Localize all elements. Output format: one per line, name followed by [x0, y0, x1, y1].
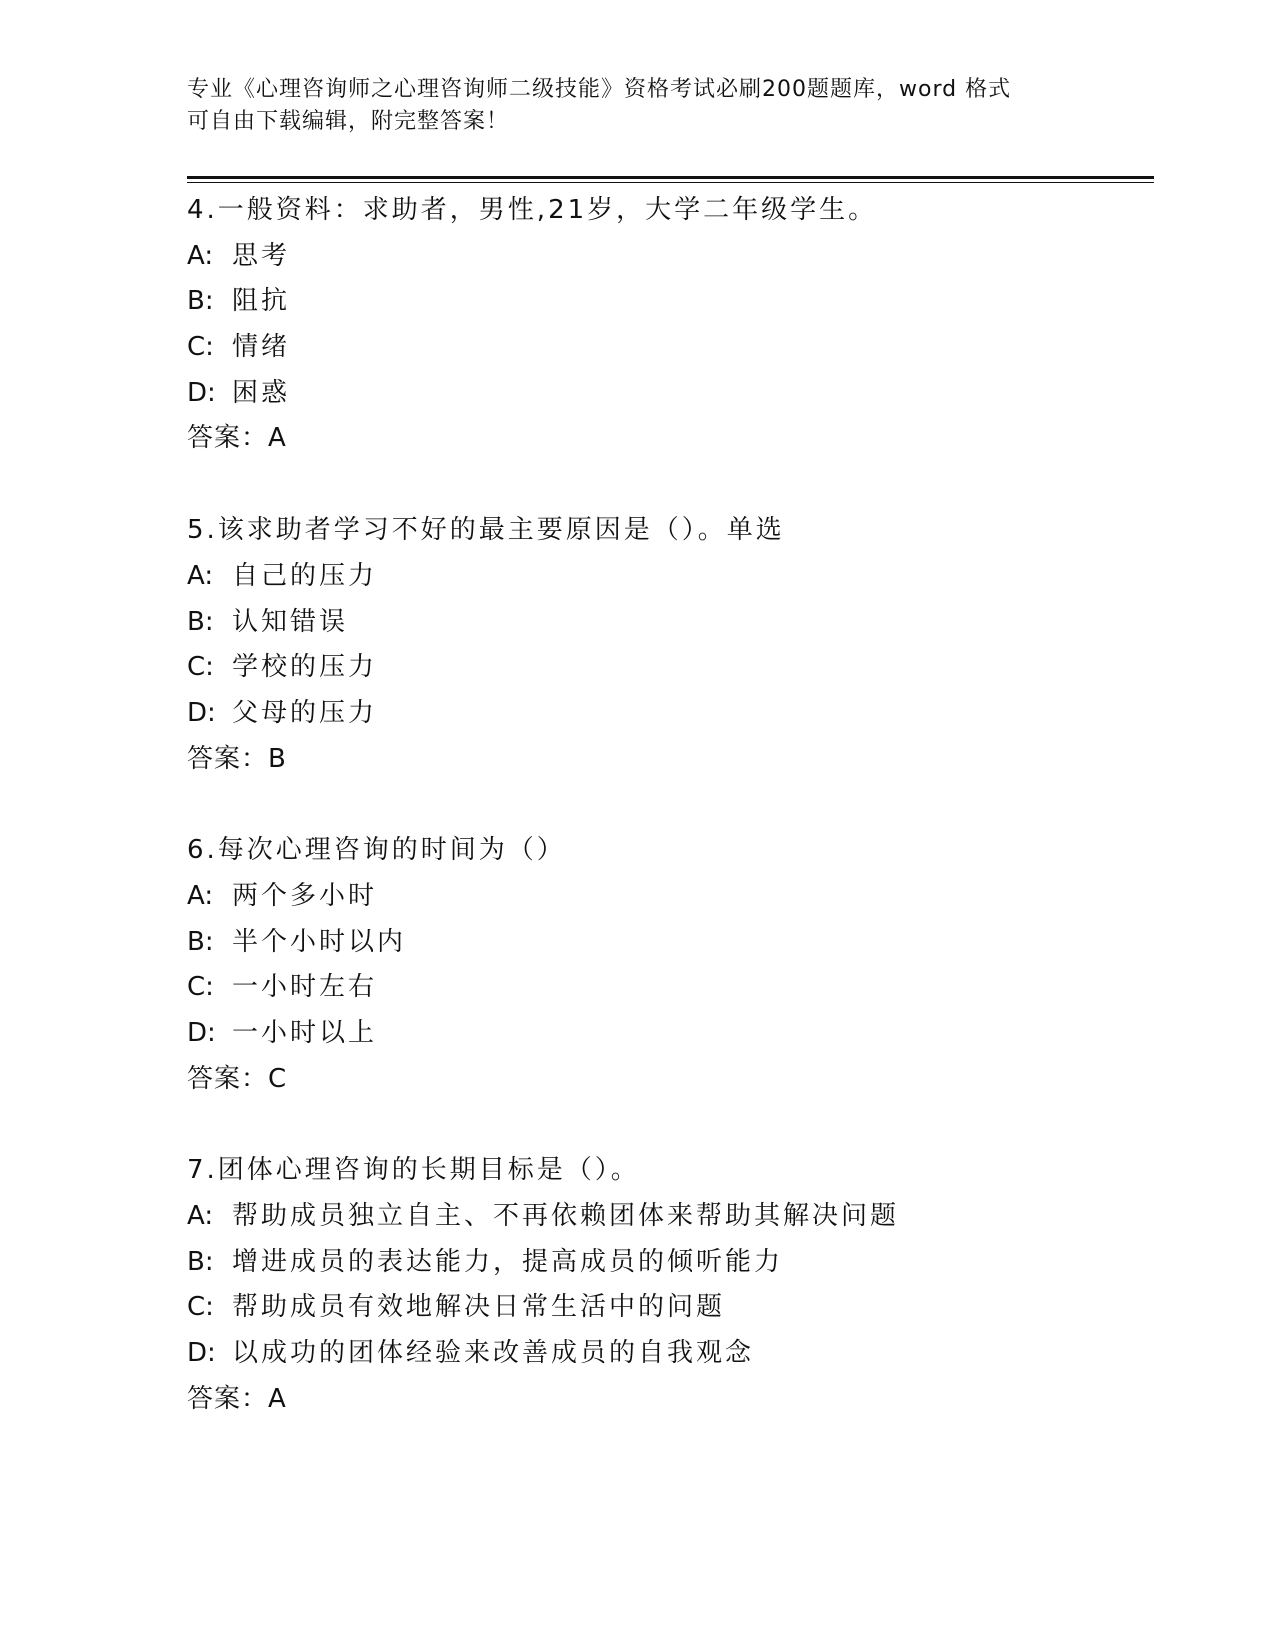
question-text: 7.团体心理咨询的长期目标是（）。: [187, 1155, 640, 1186]
answer-line: 答案：B: [187, 743, 287, 774]
option-text: 学校的压力: [232, 652, 378, 683]
option-text: 困惑: [232, 377, 291, 408]
question-text: 5.该求助者学习不好的最主要原因是（）。单选: [187, 515, 785, 546]
document-header: [187, 74, 1067, 138]
option-d: [187, 691, 1154, 737]
option-a: [187, 1194, 1154, 1240]
option-letter: D:: [187, 1338, 216, 1369]
header-line-1: 专业《心理咨询师之心理咨询师二级技能》资格考试必刷200题题库，word 格式: [187, 77, 1012, 102]
option-letter: C:: [187, 972, 214, 1003]
option-letter: A:: [187, 240, 214, 271]
option-d: [187, 371, 1154, 417]
question-text: 6.每次心理咨询的时间为（）: [187, 835, 566, 866]
option-letter: D:: [187, 697, 216, 728]
option-c: [187, 325, 1154, 371]
option-b: [187, 920, 1154, 966]
question-7: [187, 1148, 1154, 1422]
option-c: [187, 1285, 1154, 1331]
option-letter: C:: [187, 652, 214, 683]
option-letter: A:: [187, 880, 214, 911]
option-letter: C:: [187, 1292, 214, 1323]
question-5: [187, 508, 1154, 782]
option-letter: B:: [187, 606, 214, 637]
header-divider-thin: [187, 182, 1154, 183]
option-letter: B:: [187, 926, 214, 957]
option-text: 认知错误: [232, 606, 349, 637]
option-a: [187, 874, 1154, 920]
option-text: 增进成员的表达能力，提高成员的倾听能力: [232, 1246, 784, 1277]
option-text: 自己的压力: [232, 560, 378, 591]
question-4: [187, 188, 1154, 462]
option-text: 一小时以上: [232, 1018, 378, 1048]
option-text: 阻抗: [232, 286, 291, 317]
option-text: 两个多小时: [232, 880, 378, 911]
option-text: 帮助成员有效地解决日常生活中的问题: [232, 1292, 726, 1323]
option-a: [187, 234, 1154, 280]
option-letter: D:: [187, 377, 216, 408]
answer-line: 答案：A: [187, 423, 287, 454]
question-list: [187, 188, 1154, 1469]
option-d: [187, 1011, 1154, 1057]
option-b: [187, 279, 1154, 325]
option-letter: A:: [187, 1201, 214, 1232]
question-text: 4.一般资料：求助者，男性,21岁，大学二年级学生。: [187, 195, 878, 225]
option-text: 情绪: [232, 332, 291, 363]
option-b: [187, 1240, 1154, 1286]
header-line-2: 可自由下载编辑，附完整答案！: [187, 109, 510, 134]
option-letter: B:: [187, 1246, 214, 1277]
option-a: [187, 554, 1154, 600]
option-b: [187, 600, 1154, 646]
option-text: 思考: [232, 240, 291, 271]
header-divider-thick: [187, 176, 1154, 179]
option-letter: D:: [187, 1018, 216, 1048]
answer-line: 答案：C: [187, 1063, 288, 1094]
option-c: [187, 965, 1154, 1011]
question-6: [187, 828, 1154, 1102]
option-text: 帮助成员独立自主、不再依赖团体来帮助其解决问题: [232, 1201, 900, 1232]
answer-line: 答案：A: [187, 1383, 287, 1414]
option-letter: C:: [187, 332, 214, 363]
option-letter: B:: [187, 286, 214, 317]
option-text: 半个小时以内: [232, 926, 407, 957]
option-c: [187, 645, 1154, 691]
option-letter: A:: [187, 560, 214, 591]
option-d: [187, 1331, 1154, 1377]
option-text: 一小时左右: [232, 972, 378, 1003]
option-text: 以成功的团体经验来改善成员的自我观念: [232, 1338, 755, 1369]
option-text: 父母的压力: [232, 697, 378, 728]
